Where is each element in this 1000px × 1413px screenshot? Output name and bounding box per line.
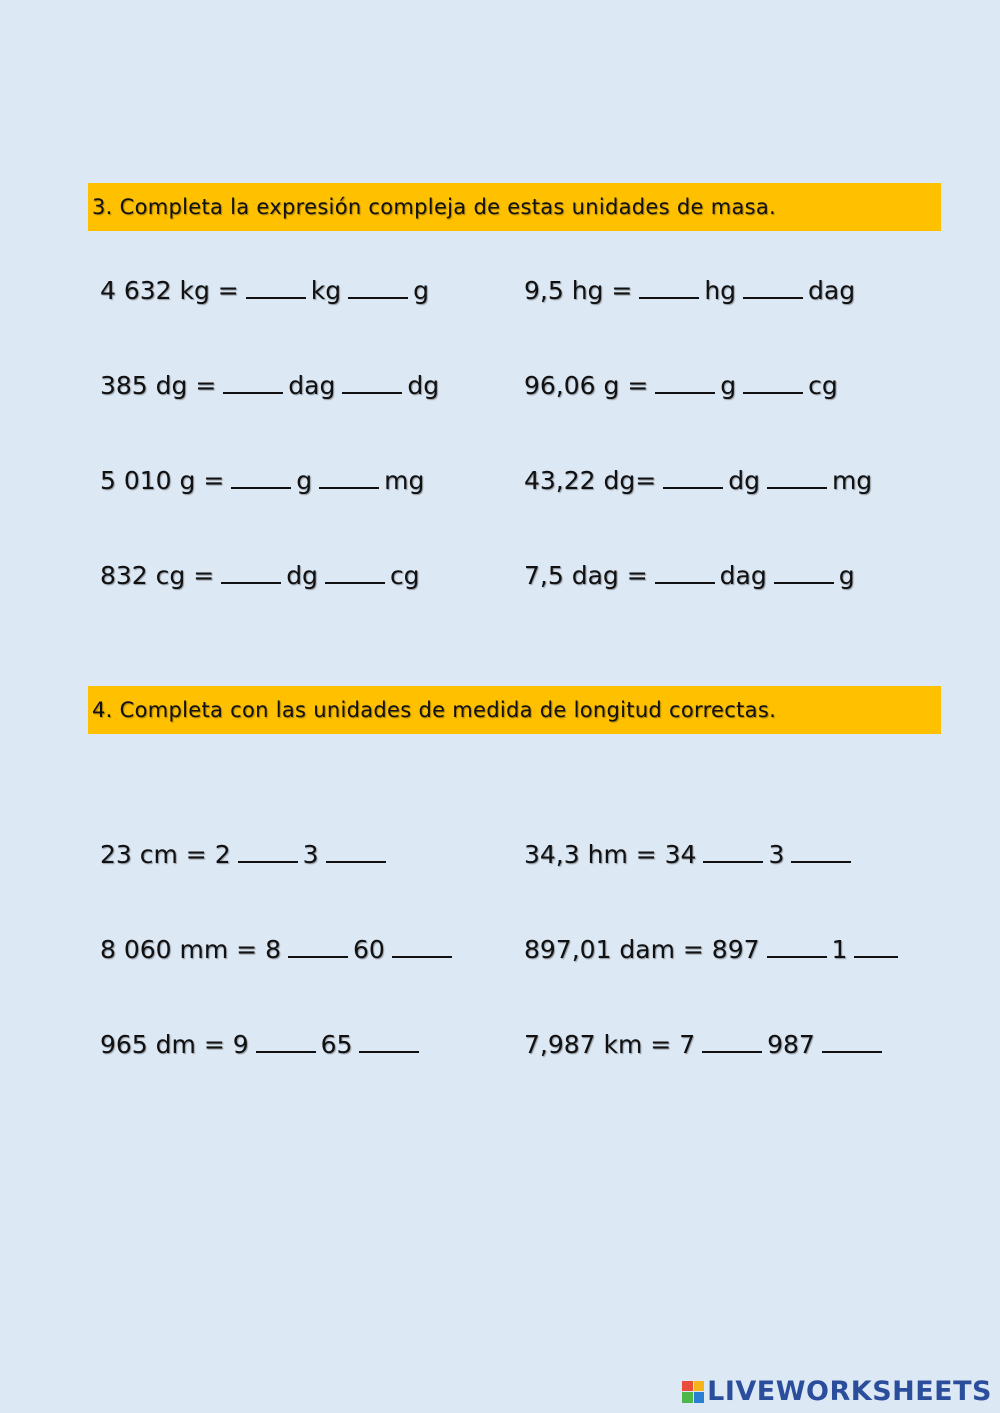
length-exercise-row [524, 840, 856, 869]
answer-blank[interactable] [791, 861, 851, 863]
expression: 9,5 hg = [524, 276, 633, 305]
answer-blank[interactable] [663, 487, 723, 489]
number-label: 3 [768, 840, 785, 869]
expression: 897,01 dam = 897 [524, 935, 760, 964]
answer-blank[interactable] [854, 956, 898, 958]
section-3-title-banner [88, 183, 941, 231]
section-3-title: 3. Completa la expresión compleja de estas unidades de masa. [92, 195, 777, 219]
section-4-title-banner [88, 686, 941, 734]
number-label: 60 [352, 935, 385, 964]
unit-label: kg [310, 276, 342, 305]
unit-label: mg [384, 466, 425, 495]
answer-blank[interactable] [703, 861, 763, 863]
unit-label: cg [389, 561, 420, 590]
answer-blank[interactable] [238, 861, 298, 863]
answer-blank[interactable] [702, 1051, 762, 1053]
mass-exercise-row [100, 466, 424, 495]
unit-label: dg [286, 561, 318, 590]
length-exercise-row [524, 1030, 887, 1059]
number-label: 987 [767, 1030, 815, 1059]
unit-label: dg [407, 371, 440, 400]
answer-blank[interactable] [342, 392, 402, 394]
unit-label: dg [728, 466, 760, 495]
length-exercise-row [524, 935, 903, 964]
mass-exercise-row [100, 276, 429, 305]
expression: 23 cm = 2 [100, 840, 231, 869]
answer-blank[interactable] [325, 582, 385, 584]
unit-label: cg [808, 371, 838, 400]
answer-blank[interactable] [359, 1051, 419, 1053]
unit-label: g [838, 561, 855, 590]
answer-blank[interactable] [326, 861, 386, 863]
answer-blank[interactable] [767, 956, 827, 958]
section-4-title: 4. Completa con las unidades de medida de longitud correctas. [92, 698, 777, 722]
answer-blank[interactable] [639, 297, 699, 299]
expression: 5 010 g = [100, 466, 225, 495]
unit-label: g [720, 371, 737, 400]
answer-blank[interactable] [221, 582, 281, 584]
unit-label: mg [831, 466, 873, 495]
logo-text: LIVEWORKSHEETS [707, 1376, 992, 1407]
unit-label: g [296, 466, 313, 495]
mass-exercise-row [524, 561, 855, 590]
mass-exercise-row [100, 371, 439, 400]
expression: 832 cg = [100, 561, 215, 590]
answer-blank[interactable] [822, 1051, 882, 1053]
answer-blank[interactable] [774, 582, 834, 584]
mass-exercise-row [524, 466, 872, 495]
answer-blank[interactable] [655, 582, 715, 584]
logo-mark-icon [682, 1381, 704, 1403]
answer-blank[interactable] [743, 297, 803, 299]
answer-blank[interactable] [288, 956, 348, 958]
liveworksheets-logo[interactable] [682, 1376, 992, 1407]
expression: 965 dm = 9 [100, 1030, 249, 1059]
answer-blank[interactable] [319, 487, 379, 489]
answer-blank[interactable] [223, 392, 283, 394]
answer-blank[interactable] [256, 1051, 316, 1053]
unit-label: dag [808, 276, 856, 305]
expression: 96,06 g = [524, 371, 649, 400]
unit-label: g [413, 276, 429, 305]
length-exercise-row [100, 935, 457, 964]
answer-blank[interactable] [743, 392, 803, 394]
answer-blank[interactable] [767, 487, 827, 489]
number-label: 1 [831, 935, 848, 964]
expression: 34,3 hm = 34 [524, 840, 697, 869]
answer-blank[interactable] [231, 487, 291, 489]
unit-label: dag [288, 371, 336, 400]
expression: 7,987 km = 7 [524, 1030, 696, 1059]
mass-exercise-row [100, 561, 420, 590]
length-exercise-row [100, 1030, 424, 1059]
number-label: 65 [320, 1030, 353, 1059]
number-label: 3 [302, 840, 319, 869]
unit-label: hg [704, 276, 737, 305]
expression: 43,22 dg= [524, 466, 657, 495]
mass-exercise-row [524, 276, 855, 305]
answer-blank[interactable] [392, 956, 452, 958]
expression: 7,5 dag = [524, 561, 648, 590]
mass-exercise-row [524, 371, 838, 400]
answer-blank[interactable] [246, 297, 306, 299]
answer-blank[interactable] [655, 392, 715, 394]
expression: 385 dg = [100, 371, 217, 400]
length-exercise-row [100, 840, 391, 869]
answer-blank[interactable] [348, 297, 408, 299]
expression: 8 060 mm = 8 [100, 935, 281, 964]
unit-label: dag [719, 561, 767, 590]
expression: 4 632 kg = [100, 276, 239, 305]
